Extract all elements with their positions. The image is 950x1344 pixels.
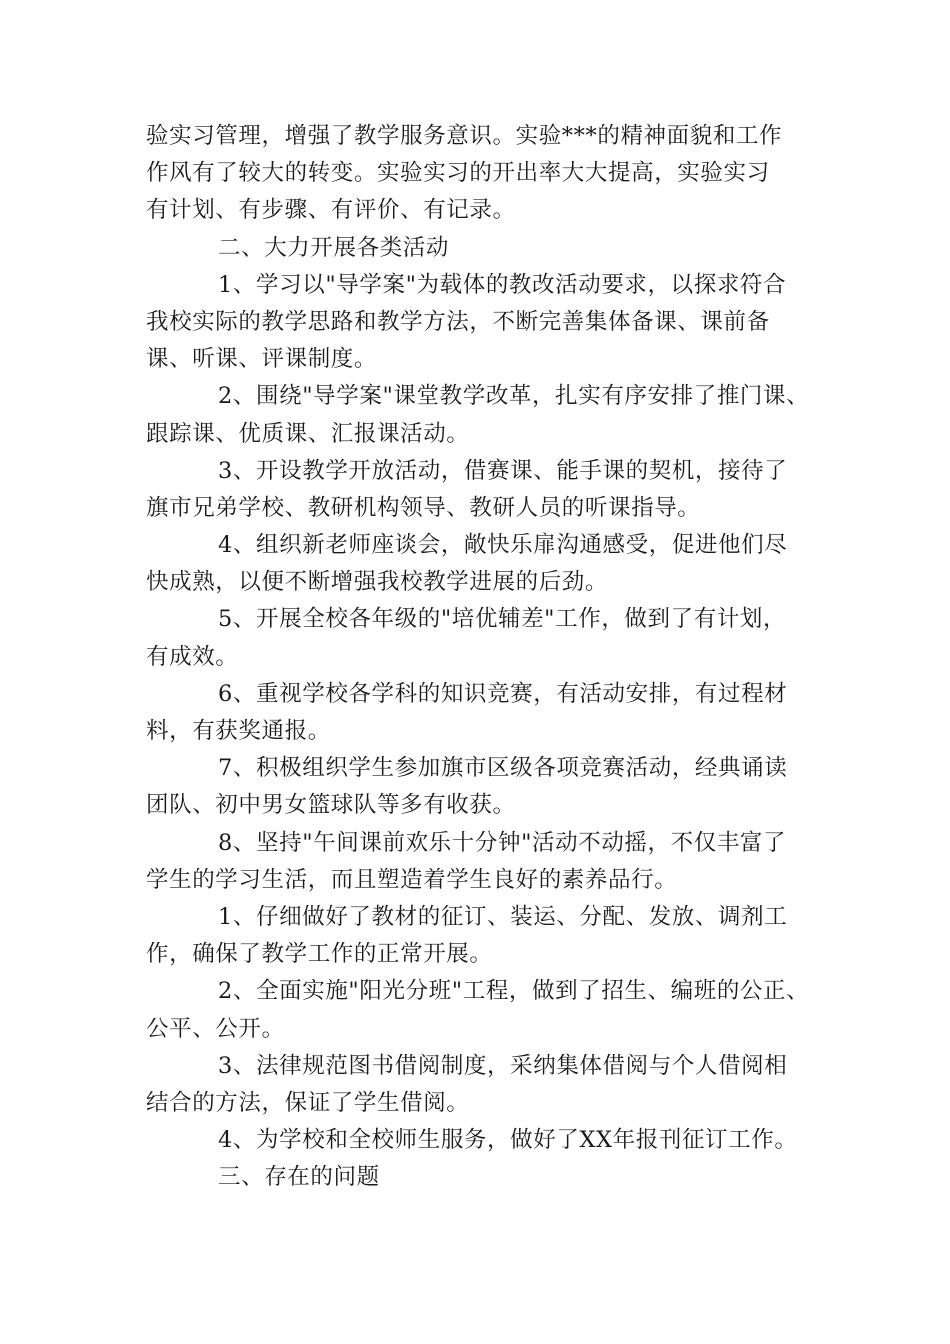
text-line: 3、开设教学开放活动，借赛课、能手课的契机，接待了	[218, 457, 788, 484]
text-line: 我校实际的教学思路和教学方法，不断完善集体备课、课前备	[146, 308, 770, 335]
text-line: 三、存在的问题	[218, 1164, 380, 1191]
text-line: 二、大力开展各类活动	[218, 234, 450, 261]
text-line: 7、积极组织学生参加旗市区级各项竞赛活动，经典诵读	[218, 755, 788, 782]
text-line: 有计划、有步骤、有评价、有记录。	[146, 197, 516, 224]
text-line: 课、听课、评课制度。	[146, 346, 378, 373]
document-body	[146, 118, 826, 1196]
text-line: 3、法律规范图书借阅制度，采纳集体借阅与个人借阅相	[218, 1052, 788, 1079]
text-line: 8、坚持"午间课前欢乐十分钟"活动不动摇，不仅丰富了	[218, 829, 787, 856]
text-line: 1、仔细做好了教材的征订、装运、分配、发放、调剂工	[218, 903, 788, 930]
text-line: 2、全面实施"阳光分班"工程，做到了招生、编班的公正、	[218, 978, 810, 1005]
text-line: 有成效。	[146, 643, 239, 670]
text-line: 结合的方法，保证了学生借阅。	[146, 1089, 470, 1116]
text-line: 验实习管理，增强了教学服务意识。实验***的精神面貌和工作	[146, 123, 783, 149]
text-line: 2、围绕"导学案"课堂教学改革，扎实有序安排了推门课、	[218, 383, 810, 410]
text-line: 学生的学习生活，而且塑造着学生良好的素养品行。	[146, 866, 678, 893]
text-line: 料，有获奖通报。	[146, 718, 331, 744]
text-line: 4、组织新老师座谈会，敞快乐扉沟通感受，促进他们尽	[218, 532, 788, 559]
text-line: 4、为学校和全校师生服务，做好了XX年报刊征订工作。	[218, 1127, 798, 1154]
text-line: 1、学习以"导学案"为载体的教改活动要求，以探求符合	[218, 271, 787, 298]
text-line: 作风有了较大的转变。实验实习的开出率大大提高，实验实习	[146, 160, 770, 187]
text-line: 5、开展全校各年级的"培优辅差"工作，做到了有计划，	[218, 606, 787, 633]
text-line: 公平、公开。	[146, 1015, 285, 1042]
text-line: 团队、初中男女篮球队等多有收获。	[146, 792, 516, 819]
text-line: 旗市兄弟学校、教研机构领导、教研人员的听课指导。	[146, 494, 701, 521]
text-line: 快成熟，以便不断增强我校教学进展的后劲。	[146, 569, 609, 596]
text-line: 跟踪课、优质课、汇报课活动。	[146, 420, 470, 447]
text-line: 作，确保了教学工作的正常开展。	[146, 941, 493, 968]
text-line: 6、重视学校各学科的知识竞赛，有活动安排，有过程材	[218, 680, 788, 707]
